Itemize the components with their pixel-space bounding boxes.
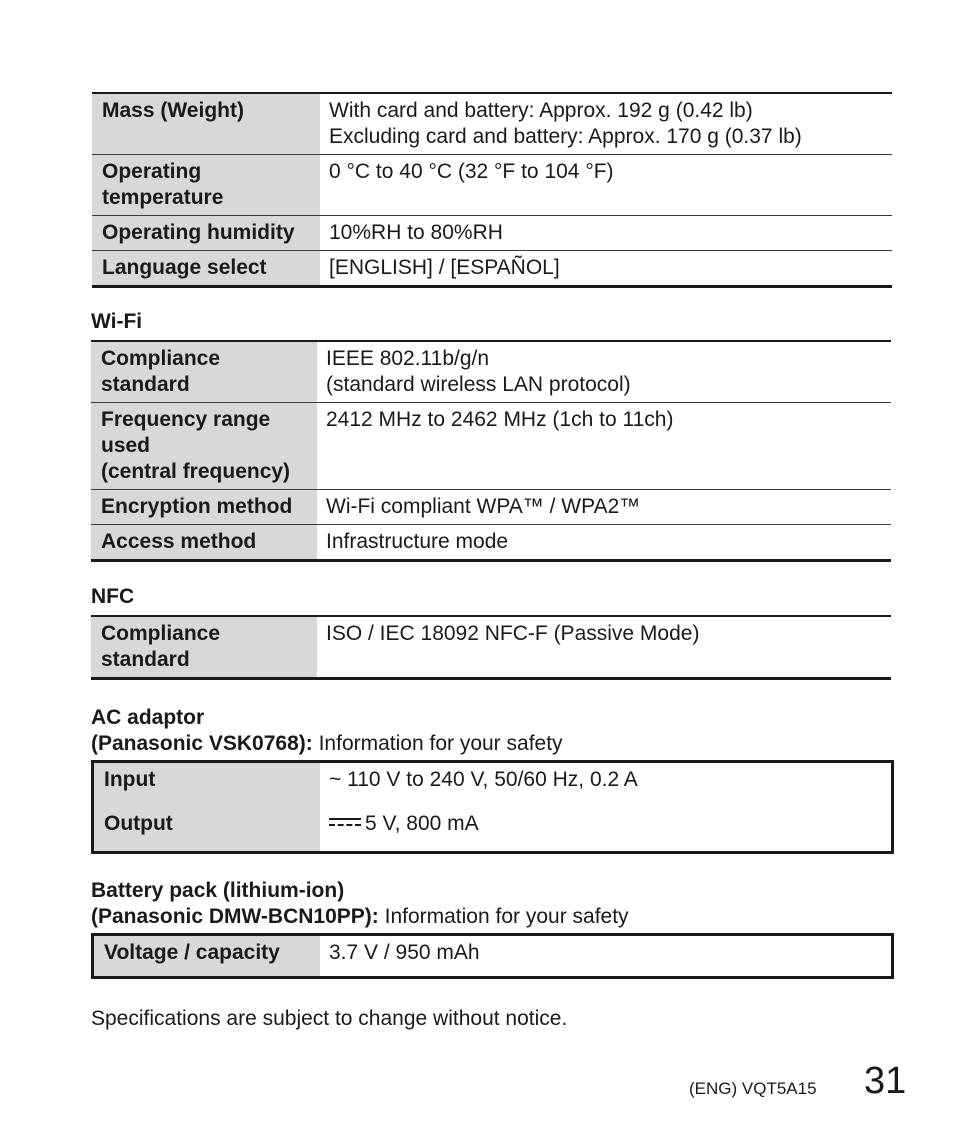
value-line: 0 °C to 40 °C (32 °F to 104 °F) [329,160,614,183]
output-value: 5 V, 800 mA [365,812,479,835]
spec-label [92,155,320,216]
table-row [92,216,892,251]
table-row [91,403,891,490]
label-line: temperature [102,186,224,209]
battery-heading: Battery pack (lithium-ion) [91,879,345,902]
label-line: Operating [102,160,202,183]
label-line: Encryption method [101,495,293,518]
table-row [92,251,892,287]
spec-label: Output [93,807,321,853]
value-line: 2412 MHz to 2462 MHz (1ch to 11ch) [326,408,674,431]
label-line: Mass (Weight) [102,99,244,122]
battery-model: (Panasonic DMW-BCN10PP): [91,905,379,928]
label-line: Compliance [101,622,221,645]
spec-label [92,93,320,155]
ac-adaptor-heading: AC adaptor [91,706,205,729]
battery-table [91,933,894,979]
spec-label [91,525,317,561]
wifi-spec-table [91,340,891,562]
spec-value [317,616,891,679]
spec-label [92,251,320,287]
label-line: Access method [101,530,257,553]
label-line: standard [101,648,190,671]
spec-value [320,155,892,216]
nfc-spec-table [91,615,891,680]
ac-adaptor-model: (Panasonic VSK0768): [91,732,313,755]
value-line: Infrastructure mode [326,530,509,553]
table-row [91,616,891,679]
table-row [93,762,893,808]
spec-label [91,616,317,679]
value-line: ISO / IEC 18092 NFC-F (Passive Mode) [326,622,700,645]
spec-value [320,807,893,853]
spec-value [317,341,891,403]
value-line: IEEE 802.11b/g/n [326,347,490,370]
label-line: (central frequency) [101,460,291,483]
dc-symbol-icon [329,818,361,829]
battery-safety-note: Information for your safety [378,905,629,928]
spec-label [91,490,317,525]
label-line: Operating humidity [102,221,295,244]
table-row [91,341,891,403]
table-row [93,807,893,853]
value-line: With card and battery: Approx. 192 g (0.42 lb) [329,99,753,122]
table-row [92,93,892,155]
spec-value [320,251,892,287]
label-line: Compliance [101,347,221,370]
document-code: (ENG) VQT5A15 [689,1079,817,1098]
value-line: Excluding card and battery: Approx. 170 g (0.37 lb) [329,125,802,148]
battery-model-line [91,904,629,930]
spec-label [91,341,317,403]
table-row [92,155,892,216]
page-number: 31 [864,1060,907,1102]
spec-value [320,216,892,251]
value-line: (standard wireless LAN protocol) [326,373,631,396]
spec-value [317,525,891,561]
ac-adaptor-safety-note: Information for your safety [312,732,563,755]
spec-label: Voltage / capacity [93,935,321,978]
spec-value [317,490,891,525]
table-row [93,935,893,978]
spec-label [91,403,317,490]
label-line: standard [101,373,190,396]
spec-value [320,93,892,155]
general-spec-table [92,92,892,288]
ac-adaptor-model-line [91,731,563,757]
ac-adaptor-table [91,760,894,854]
nfc-heading: NFC [91,585,135,608]
spec-label [92,216,320,251]
value-line: [ENGLISH] / [ESPAÑOL] [329,256,560,279]
specifications-notice: Specifications are subject to change without notice. [91,1007,568,1030]
spec-label: Input [93,762,321,808]
label-line: used [101,434,151,457]
table-row [91,525,891,561]
value-line: Wi-Fi compliant WPA™ / WPA2™ [326,495,641,518]
spec-value [317,403,891,490]
label-line: Language select [102,256,267,279]
value-line: 10%RH to 80%RH [329,221,503,244]
table-row [91,490,891,525]
wifi-heading: Wi-Fi [91,310,143,333]
spec-value: 3.7 V / 950 mAh [329,941,480,964]
label-line: Frequency range [101,408,271,431]
spec-value: ~ 110 V to 240 V, 50/60 Hz, 0.2 A [329,768,638,791]
